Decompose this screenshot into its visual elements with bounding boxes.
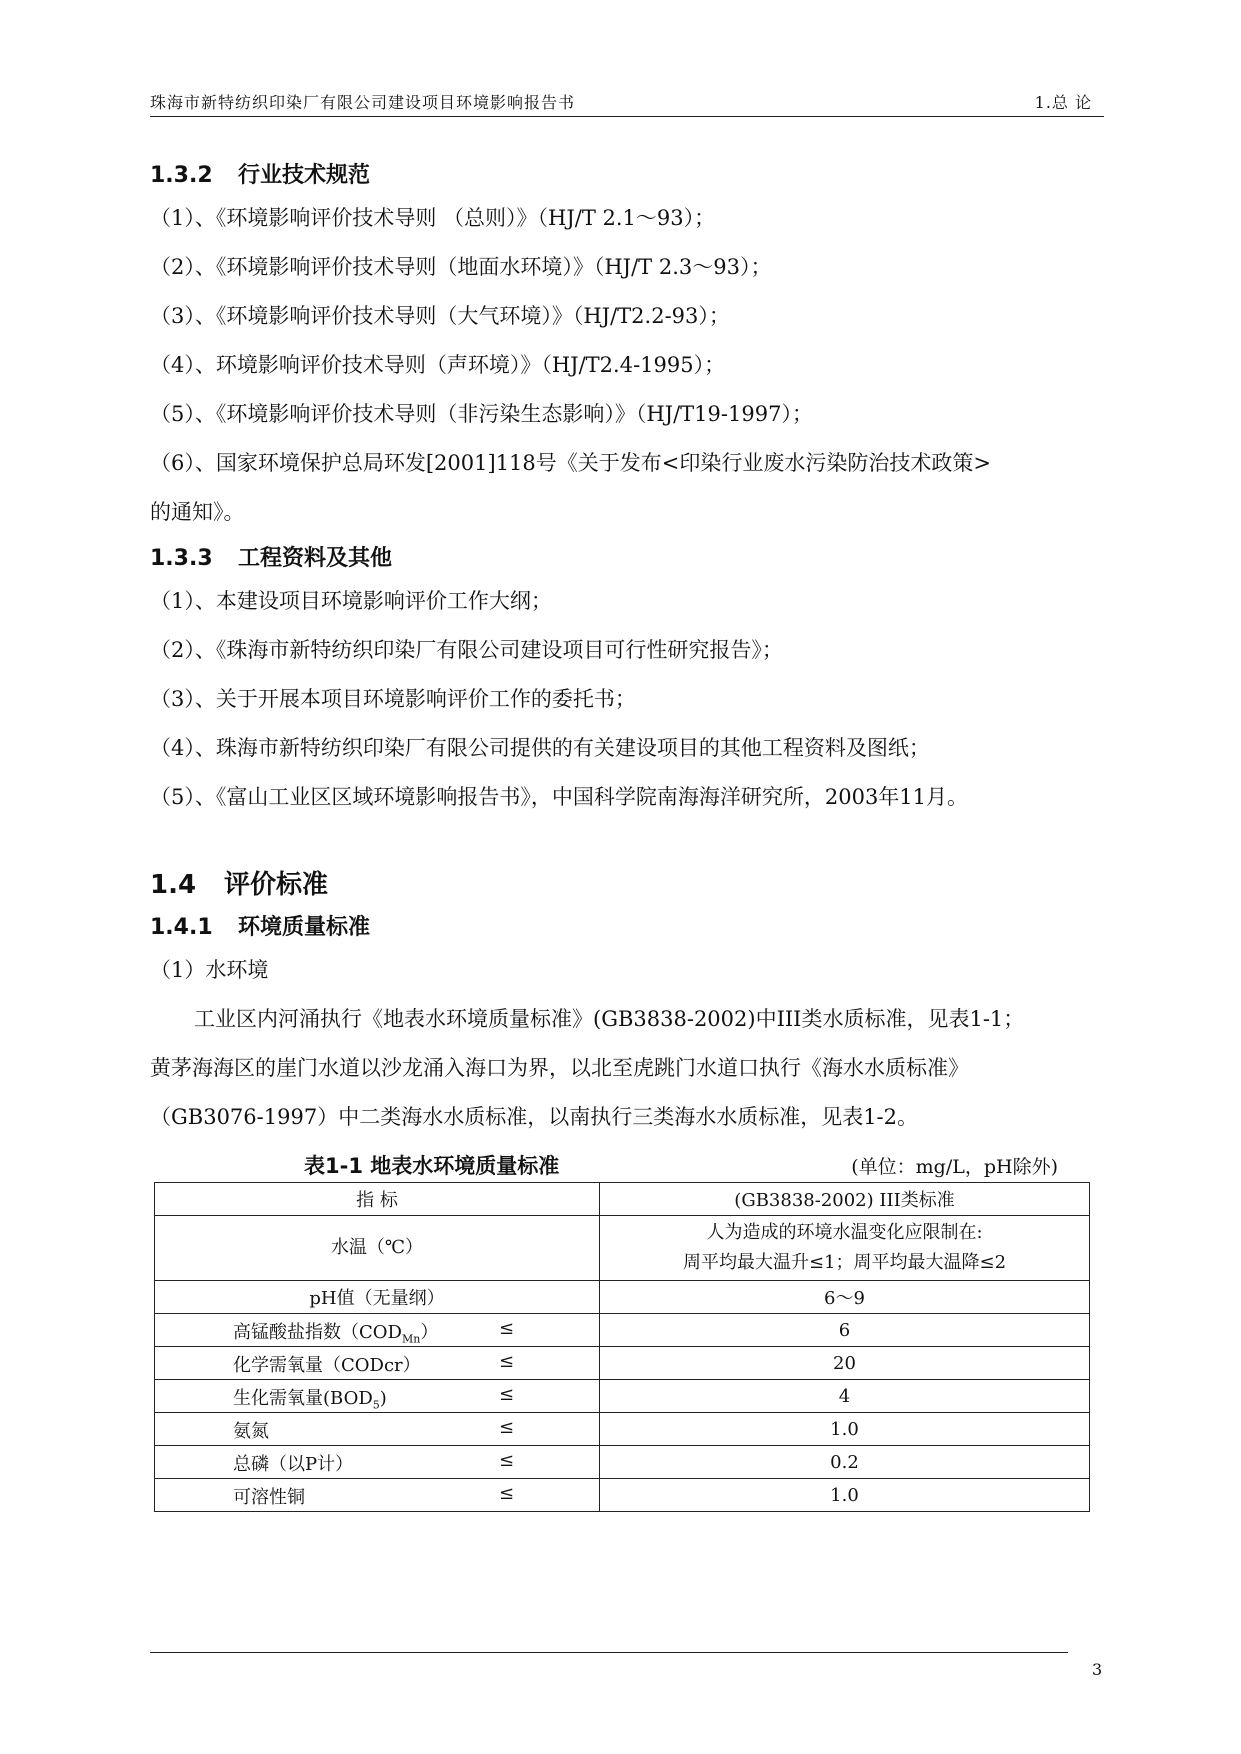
- list-item: （3）、《环境影响评价技术导则（大气环境）》（HJ/T2.2-93）；: [150, 304, 730, 328]
- section-title: 行业技术规范: [238, 163, 371, 188]
- section-title: 环境质量标准: [238, 915, 371, 940]
- row-label: 总磷（以P计）: [233, 1454, 354, 1475]
- list-item: （2）、《环境影响评价技术导则（地面水环境）》（HJ/T 2.3～93）；: [150, 255, 772, 279]
- header-title: 珠海市新特纺织印染厂有限公司建设项目环境影响报告书: [150, 93, 576, 112]
- body-paragraph-line: （GB3076-1997）中二类海水水质标准，以南执行三类海水水质标准，见表1-2。: [150, 1105, 919, 1129]
- list-item: （4）、环境影响评价技术导则（声环境）》（HJ/T2.4-1995）；: [150, 353, 726, 377]
- table-row: [155, 1314, 1090, 1347]
- section-number: 1.3.2: [150, 163, 213, 188]
- section-number: 1.4.1: [150, 915, 213, 940]
- table-row: [155, 1347, 1090, 1380]
- header-rule: [150, 116, 1104, 117]
- less-equal-sign: ≤: [499, 1417, 515, 1438]
- row-label-cell: [155, 1347, 600, 1380]
- subsection-label: （1）水环境: [150, 958, 269, 982]
- section-heading-1-3-2: [150, 158, 1104, 194]
- list-item-continuation: 的通知》。: [150, 500, 245, 524]
- list-item: （5）、《环境影响评价技术导则（非污染生态影响）》（HJ/T19-1997）；: [150, 402, 813, 426]
- body-paragraph-line: 工业区内河涌执行《地表水环境质量标准》(GB3838-2002)中III类水质标准，见表1-1；: [194, 1007, 1025, 1031]
- list-item: （6）、国家环境保护总局环发[2001]118号《关于发布<印染行业废水污染防治技术政策>: [150, 451, 991, 475]
- row-label: 氨氮: [233, 1421, 269, 1442]
- row-label: 可溶性铜: [233, 1487, 305, 1508]
- row-label: 化学需氧量（CODcr）: [233, 1355, 421, 1376]
- header-indicator: 指 标: [155, 1183, 600, 1216]
- row-label: pH值（无量纲）: [155, 1281, 600, 1314]
- row-value: 4: [600, 1380, 1090, 1413]
- row-value: 1.0: [600, 1413, 1090, 1446]
- section-number: 1.3.3: [150, 546, 213, 571]
- list-item: （1）、《环境影响评价技术导则 （总则）》（HJ/T 2.1～93）；: [150, 206, 716, 230]
- table-header-row: [155, 1183, 1090, 1216]
- row-value: 0.2: [600, 1446, 1090, 1479]
- row-label-cell: [155, 1314, 600, 1347]
- row-value: 1.0: [600, 1479, 1090, 1512]
- row-value: 20: [600, 1347, 1090, 1380]
- less-equal-sign: ≤: [499, 1450, 515, 1471]
- less-equal-sign: ≤: [499, 1351, 515, 1372]
- list-item: （3）、关于开展本项目环境影响评价工作的委托书；: [150, 687, 636, 711]
- row-value: 6: [600, 1314, 1090, 1347]
- section-heading-1-3-3: [150, 541, 1104, 577]
- row-label-cell: [155, 1446, 600, 1479]
- header-standard: (GB3838-2002) III类标准: [600, 1183, 1090, 1216]
- row-value-line: 人为造成的环境水温变化应限制在:: [706, 1222, 983, 1243]
- section-heading-1-4: [150, 860, 1104, 910]
- row-label: 水温（℃）: [155, 1216, 600, 1281]
- body-paragraph-line: 黄茅海海区的崖门水道以沙龙涌入海口为界，以北至虎跳门水道口执行《海水水质标准》: [150, 1056, 969, 1080]
- section-heading-1-4-1: [150, 910, 1104, 946]
- table-row: [155, 1446, 1090, 1479]
- row-value-line: 周平均最大温升≤1；周平均最大温降≤2: [682, 1252, 1007, 1273]
- table-row: [155, 1216, 1090, 1281]
- header-section: 1.总 论: [1034, 93, 1092, 112]
- row-label: 生化需氧量$(BOD_5)$: [233, 1388, 387, 1412]
- row-label-cell: [155, 1413, 600, 1446]
- list-item: （1）、本建设项目环境影响评价工作大纲；: [150, 589, 552, 613]
- table-unit: (单位：mg/L，pH除外): [851, 1156, 1058, 1178]
- footer-rule: [150, 1652, 1068, 1653]
- row-label: 高锰酸盐指数$(COD_{Mn})$: [233, 1322, 439, 1346]
- less-equal-sign: ≤: [499, 1318, 515, 1339]
- list-item: （5）、《富山工业区区域环境影响报告书》，中国科学院南海海洋研究所，2003年11月。: [150, 785, 969, 809]
- table-row: [155, 1281, 1090, 1314]
- row-label-cell: [155, 1479, 600, 1512]
- list-item: （2）、《珠海市新特纺织印染厂有限公司建设项目可行性研究报告》；: [150, 638, 783, 662]
- table-row: [155, 1380, 1090, 1413]
- row-value: [600, 1216, 1090, 1281]
- table-row: [155, 1479, 1090, 1512]
- table-title: 表1-1 地表水环境质量标准: [304, 1154, 560, 1178]
- section-title: 工程资料及其他: [238, 546, 393, 571]
- less-equal-sign: ≤: [499, 1483, 515, 1504]
- table-row: [155, 1413, 1090, 1446]
- row-label-cell: [155, 1380, 600, 1413]
- less-equal-sign: ≤: [499, 1384, 515, 1405]
- section-number: 1.4: [150, 870, 197, 900]
- page-header: [150, 88, 1104, 116]
- row-value: 6～9: [600, 1281, 1090, 1314]
- water-quality-table: [154, 1182, 1090, 1512]
- list-item: （4）、珠海市新特纺织印染厂有限公司提供的有关建设项目的其他工程资料及图纸；: [150, 736, 930, 760]
- section-title: 评价标准: [224, 870, 329, 900]
- table-caption: [150, 1144, 1104, 1182]
- page-content: [150, 158, 1104, 1512]
- page-number: 3: [1092, 1660, 1103, 1679]
